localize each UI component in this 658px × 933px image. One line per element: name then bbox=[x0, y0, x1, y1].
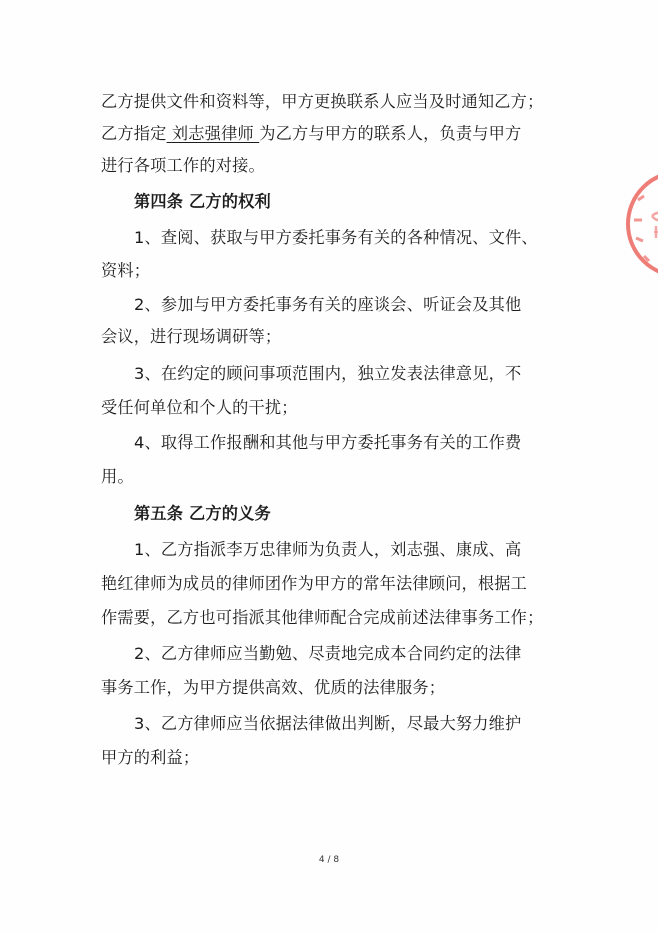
text-line: 会议，进行现场调研等； bbox=[101, 327, 282, 346]
text-fragment: 为乙方与甲方的联系人，负责与甲方 bbox=[259, 124, 522, 143]
text-line: 进行各项工作的对接。 bbox=[101, 156, 265, 175]
text-line: 乙方提供文件和资料等，甲方更换联系人应当及时通知乙方； bbox=[101, 92, 544, 111]
designated-contact-name: 刘志强律师 bbox=[166, 124, 260, 143]
page-number: 4 / 8 bbox=[318, 855, 340, 865]
text-line: 1、乙方指派李万忠律师为负责人，刘志强、康成、高 bbox=[134, 540, 522, 559]
text-line: 资料； bbox=[101, 261, 151, 280]
partial-seal-stamp bbox=[616, 160, 658, 288]
text-line: 1、查阅、获取与甲方委托事务有关的各种情况、文件、 bbox=[134, 228, 538, 247]
text-line: 受任何单位和个人的干扰； bbox=[101, 398, 298, 417]
section-heading: 第五条 乙方的义务 bbox=[134, 504, 271, 523]
text-line: 事务工作，为甲方提供高效、优质的法律服务； bbox=[101, 678, 446, 697]
text-line: 2、参加与甲方委托事务有关的座谈会、听证会及其他 bbox=[134, 295, 522, 314]
section-heading: 第四条 乙方的权利 bbox=[134, 192, 271, 211]
text-line: 甲方的利益； bbox=[101, 748, 200, 767]
text-line bbox=[101, 123, 521, 145]
text-line: 4、取得工作报酬和其他与甲方委托事务有关的工作费 bbox=[134, 433, 522, 452]
text-fragment: 乙方指定 bbox=[101, 124, 167, 143]
text-line: 3、在约定的顾问事项范围内，独立发表法律意见，不 bbox=[134, 364, 522, 383]
text-line: 2、乙方律师应当勤勉、尽责地完成本合同约定的法律 bbox=[134, 644, 522, 663]
text-line: 艳红律师为成员的律师团作为甲方的常年法律顾问，根据工 bbox=[101, 574, 528, 593]
text-line: 3、乙方律师应当依据法律做出判断，尽最大努力维护 bbox=[134, 714, 522, 733]
text-line: 作需要，乙方也可指派其他律师配合完成前述法律事务工作； bbox=[101, 608, 544, 627]
text-line: 用。 bbox=[101, 467, 134, 486]
